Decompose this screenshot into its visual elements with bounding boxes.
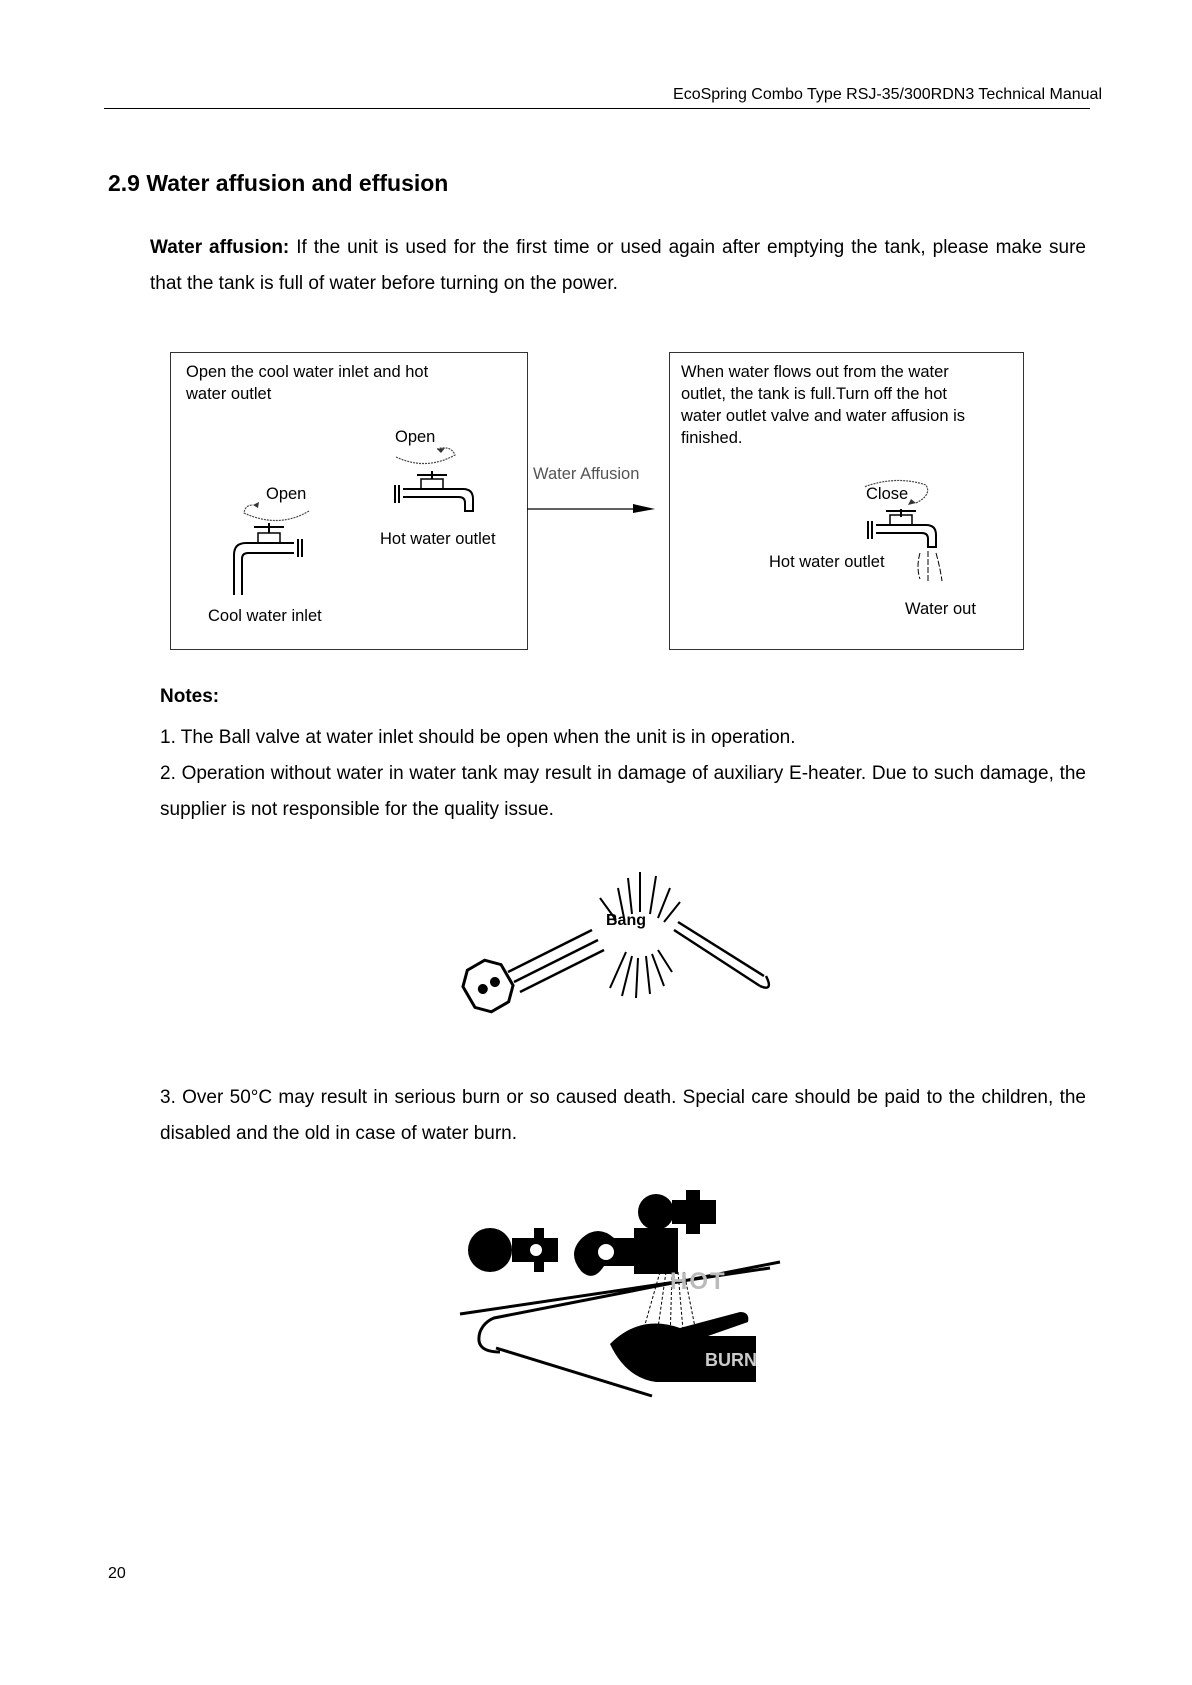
flow-arrow-icon [525, 503, 665, 515]
heater-bang-illustration [460, 868, 800, 1028]
affusion-paragraph [150, 230, 1086, 302]
right-box-instruction: When water flows out from the water outlet, the tank is full.Turn off the hot water outlet valve and water affusion is finished. [681, 363, 966, 447]
affusion-lead: Water affusion: [150, 237, 290, 258]
note-2: 2. Operation without water in water tank may result in damage of auxiliary E-heater. Due to such damage, the supplier is not responsible for the quality issue. [160, 763, 1086, 820]
affusion-text: If the unit is used for the first time or used again after emptying the tank, please make sure that the tank is full of water before turning on the power. [150, 237, 1086, 294]
bang-label: Bang [606, 912, 646, 929]
section-title: 2.9 Water affusion and effusion [108, 170, 449, 196]
water-out-label: Water out [905, 600, 976, 618]
water-stream-icon [914, 549, 944, 589]
cool-water-inlet-label: Cool water inlet [208, 607, 322, 625]
left-step-box [170, 352, 528, 650]
page-number: 20 [108, 1565, 126, 1582]
faucet-cool-inlet-icon [226, 523, 316, 603]
notes-title: Notes: [160, 686, 220, 707]
header-divider [104, 108, 1090, 109]
note-1: 1. The Ball valve at water inlet should be open when the unit is in operation. [160, 727, 796, 748]
rotate-arrow-icon [391, 443, 461, 471]
open-label-cool: Open [266, 485, 307, 503]
right-step-box [669, 352, 1024, 650]
faucet-hot-outlet-icon [393, 471, 483, 521]
hot-water-outlet-label: Hot water outlet [380, 530, 496, 548]
faucet-hot-outlet-icon [866, 509, 946, 553]
note-3: 3. Over 50°C may result in serious burn or so caused death. Special care should be paid to the children, the disabled and the old in case of water burn. [160, 1087, 1086, 1144]
close-label: Close [866, 485, 909, 503]
rotate-arrow-icon [856, 477, 936, 509]
rotate-arrow-icon [239, 499, 314, 525]
hot-water-outlet-label-right: Hot water outlet [769, 553, 885, 571]
hot-label: HOT [670, 1268, 727, 1295]
water-affusion-arrow-label: Water Affusion [533, 465, 640, 483]
manual-header-title: EcoSpring Combo Type RSJ-35/300RDN3 Technical Manual [673, 86, 1102, 103]
left-box-instruction: Open the cool water inlet and hot water outlet [186, 363, 429, 403]
open-label-hot: Open [395, 428, 436, 446]
burn-label: BURN [705, 1350, 757, 1370]
